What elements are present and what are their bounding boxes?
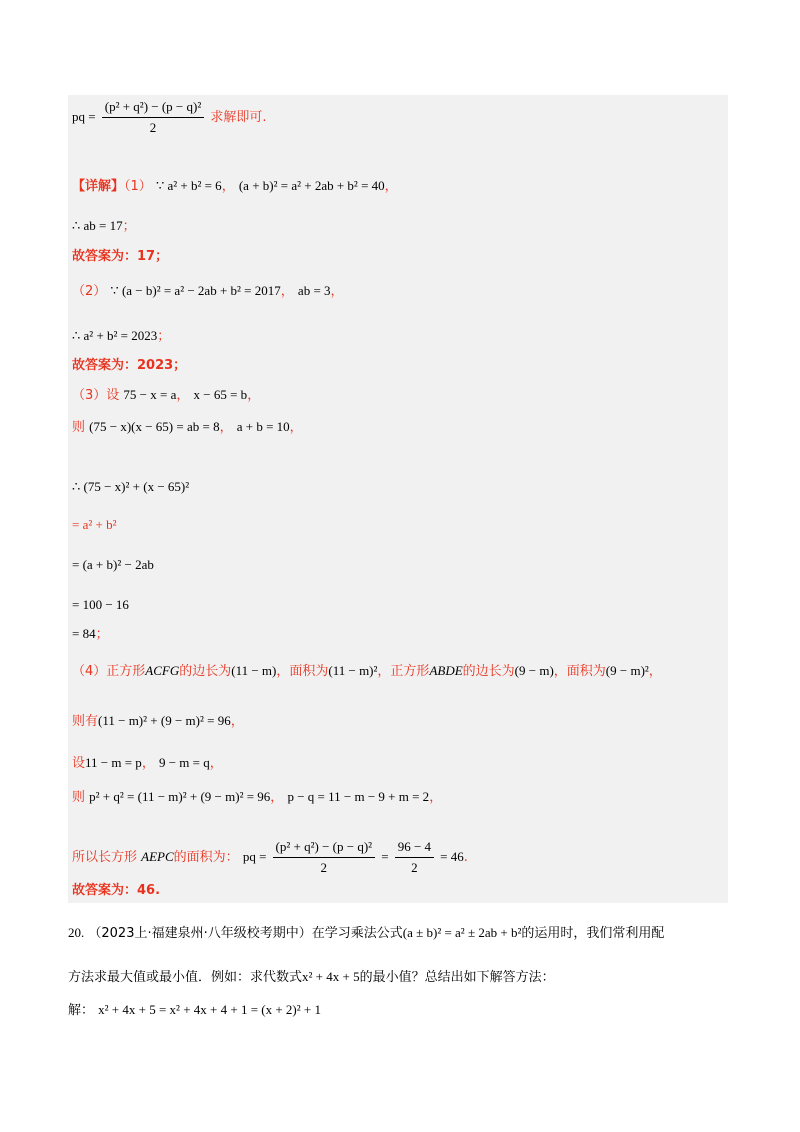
p3-step5-line xyxy=(72,625,109,644)
p2-result: ∴ a² + b² = 2023 xyxy=(72,328,158,343)
p4-then-end: ， xyxy=(429,790,443,805)
hint-fraction xyxy=(102,98,205,137)
p1-end: ， xyxy=(384,179,398,194)
p4-set: 设 xyxy=(72,756,86,771)
p4-area: 的面积为： xyxy=(173,850,239,865)
p2-result-end: ； xyxy=(157,329,171,344)
p4-so: 所以长方形 xyxy=(72,850,138,865)
p3-step2-line xyxy=(72,516,116,535)
p1-result-end: ； xyxy=(122,219,136,234)
p4-then-eq1: p² + q² = (11 − m)² + (9 − m)² = 96 xyxy=(89,789,271,804)
hint-tail: 求解即可. xyxy=(210,110,267,125)
p4-sq2: ABDE xyxy=(429,663,463,678)
p4-eqsign: = xyxy=(381,849,389,864)
p4-answer-line xyxy=(72,882,160,900)
p4-line xyxy=(72,662,662,681)
p4-set-line xyxy=(72,754,223,773)
q20-source: （2023上·福建泉州·八年级校考期中）在学习乘法公式 xyxy=(88,926,403,941)
p2-end: ， xyxy=(330,284,344,299)
p4-t3: ，正方形 xyxy=(377,664,430,679)
p4-then-eq2: p − q = 11 − m − 9 + m = 2 xyxy=(287,789,430,804)
p4-area-line xyxy=(72,838,468,877)
p4-frac1-den: 2 xyxy=(320,860,328,875)
p2-answer-line xyxy=(72,357,186,375)
solution-panel xyxy=(68,95,728,903)
p4-final: = 46 xyxy=(440,849,464,864)
p1-eq: (a + b)² = a² + 2ab + b² = 40 xyxy=(238,178,385,193)
q20-line2-expr: x² + 4x + 5 xyxy=(302,969,360,984)
q20-formula: (a ± b)² = a² ± 2ab + b² xyxy=(402,925,522,940)
p1-result: ∴ ab = 17 xyxy=(72,218,123,233)
hint-formula-lhs: pq = xyxy=(72,109,96,124)
p1-result-line xyxy=(72,217,136,236)
p4-frac2-den: 2 xyxy=(411,860,418,875)
p2-label: （2） xyxy=(72,284,107,299)
p3-label: （3）设 xyxy=(72,388,120,403)
p1-line xyxy=(72,177,398,196)
p2-answer: 故答案为：2023； xyxy=(72,358,187,373)
p4-final-end: . xyxy=(463,850,468,865)
q20-line2 xyxy=(68,968,555,987)
p4-rect: AEPC xyxy=(141,849,174,864)
p3-end: ， xyxy=(247,388,261,403)
q20-line2-b: 的最小值？总结出如下解答方法： xyxy=(359,970,555,985)
q20-line2-a: 方法求最大值或最小值．例如：求代数式 xyxy=(68,970,303,985)
p3-eq1: (75 − x)(x − 65) = ab = 8 xyxy=(89,419,220,434)
p3-step1-line xyxy=(72,478,189,497)
p4-a2: (9 − m)² xyxy=(605,663,649,678)
p4-s2: (9 − m) xyxy=(514,663,554,678)
p3-then: 则 xyxy=(72,420,86,435)
p1-sep: ， xyxy=(221,179,235,194)
p3-sep2: ， xyxy=(219,420,233,435)
p4-frac2 xyxy=(395,838,434,877)
p4-then-line xyxy=(72,788,442,807)
p4-frac1-num: (p² + q²) − (p − q)² xyxy=(273,838,376,858)
p3-then-line xyxy=(72,418,303,437)
p4-frac1 xyxy=(273,838,376,877)
p4-t2: ，面积为 xyxy=(276,664,329,679)
p2-line xyxy=(72,282,344,301)
p3-step4: = 100 − 16 xyxy=(72,597,129,612)
p3-eq2: a + b = 10 xyxy=(236,419,290,434)
q20-line3 xyxy=(68,1001,321,1020)
p4-have: 则有 xyxy=(72,714,99,729)
p3-step5: = 84 xyxy=(72,626,96,641)
p2-eq: ab = 3 xyxy=(297,283,331,298)
p4-answer: 故答案为：46. xyxy=(72,883,161,898)
p4-s1: (11 − m) xyxy=(231,663,277,678)
p3-set1: 75 − x = a xyxy=(123,387,177,402)
p3-sep: ， xyxy=(176,388,190,403)
p1-label: （1） xyxy=(124,179,152,194)
p1-answer-line xyxy=(72,248,168,266)
p4-have-line xyxy=(72,712,244,731)
p3-step1: ∴ (75 − x)² + (x − 65)² xyxy=(72,479,190,494)
p3-set-line xyxy=(72,386,260,405)
p4-set2: 9 − m = q xyxy=(158,755,210,770)
p3-step4-line xyxy=(72,596,129,615)
q20-line1 xyxy=(68,924,664,943)
q20-number: 20. xyxy=(68,925,85,940)
p2-given: ∵ (a − b)² = a² − 2ab + b² = 2017 xyxy=(110,283,281,298)
q20-solve-label: 解： xyxy=(68,1003,95,1018)
p4-label: （4）正方形 xyxy=(72,664,146,679)
p3-end2: ， xyxy=(289,420,303,435)
q20-tail1: 的运用时，我们常利用配 xyxy=(521,926,665,941)
p3-set2: x − 65 = b xyxy=(193,387,248,402)
p3-step5-end: ； xyxy=(95,627,109,642)
p4-t1: 的边长为 xyxy=(179,664,232,679)
p4-t5: ，面积为 xyxy=(553,664,606,679)
p1-given: ∵ a² + b² = 6 xyxy=(155,178,222,193)
hint-line xyxy=(72,98,267,137)
p3-step2: = a² + b² xyxy=(72,517,117,532)
p2-sep: ， xyxy=(280,284,294,299)
p4-t6: ， xyxy=(648,664,662,679)
p3-step3-line xyxy=(72,556,154,575)
p4-set1: 11 − m = p xyxy=(85,755,142,770)
p2-result-line xyxy=(72,327,170,346)
p4-t4: 的边长为 xyxy=(462,664,515,679)
hint-fraction-den: 2 xyxy=(149,120,157,135)
p4-then-sep: ， xyxy=(270,790,284,805)
p4-set-end: ， xyxy=(209,756,223,771)
p4-sq1: ACFG xyxy=(145,663,180,678)
p4-frac2-num: 96 − 4 xyxy=(395,838,434,858)
hint-fraction-num: (p² + q²) − (p − q)² xyxy=(102,98,205,118)
p1-answer: 故答案为：17； xyxy=(72,249,169,264)
p4-frac-lhs: pq = xyxy=(242,849,267,864)
p4-then: 则 xyxy=(72,790,86,805)
p4-have-end: ， xyxy=(230,714,244,729)
q20-solve-expr: x² + 4x + 5 = x² + 4x + 4 + 1 = (x + 2)² + 1 xyxy=(98,1002,321,1017)
p4-set-sep: ， xyxy=(141,756,155,771)
p4-a1: (11 − m)² xyxy=(328,663,378,678)
p3-step3: = (a + b)² − 2ab xyxy=(72,557,154,572)
p4-have-eq: (11 − m)² + (9 − m)² = 96 xyxy=(98,713,231,728)
detail-label: 【详解】 xyxy=(72,179,125,194)
